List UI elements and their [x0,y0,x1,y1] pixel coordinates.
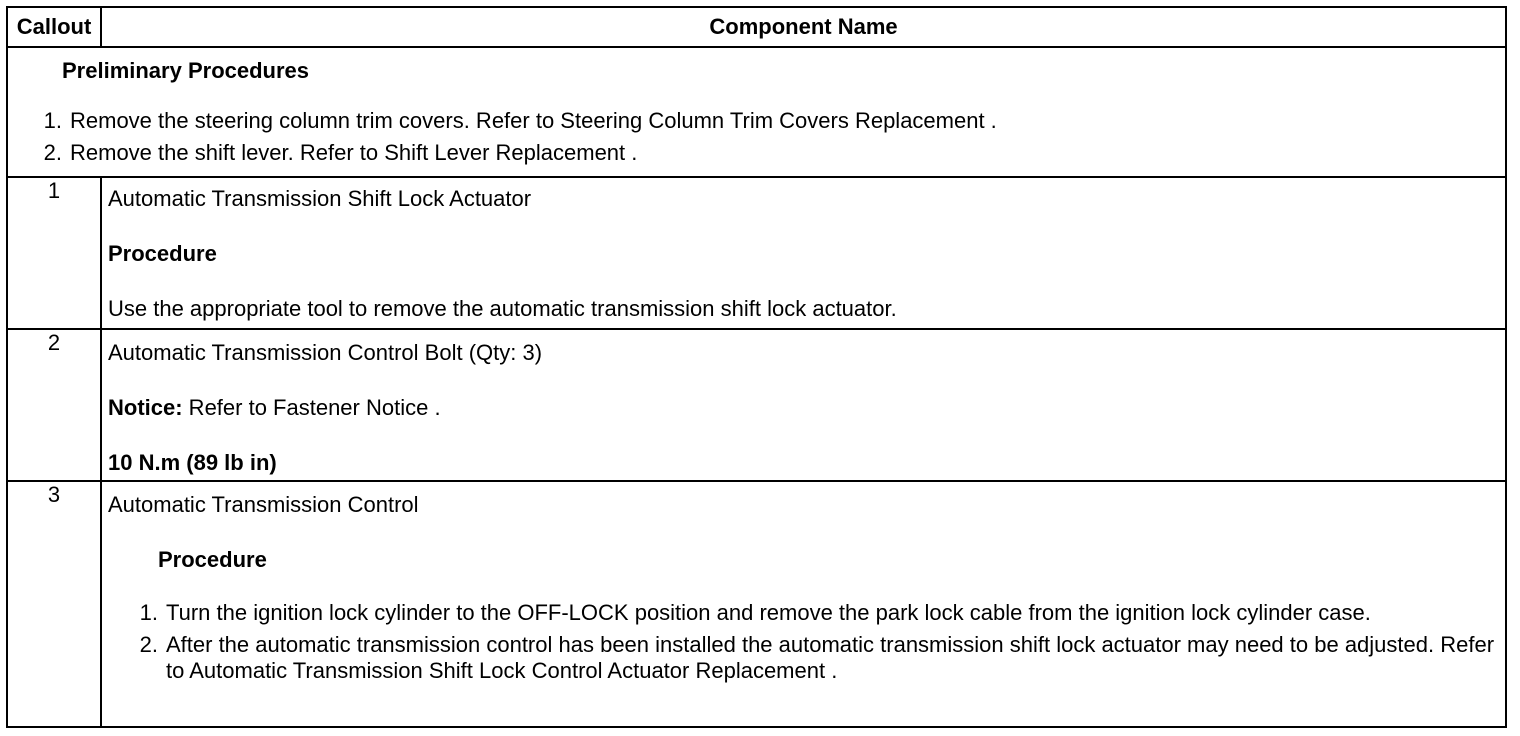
list-item [24,108,997,140]
step-number: 1. [43,108,62,133]
torque-spec: 10 N.m (89 lb in) [108,450,277,475]
component-cell [102,330,1505,480]
preliminary-procedures-block [8,48,1505,176]
procedure-text: Use the appropriate tool to remove the automatic transmission shift lock actuator. [108,296,897,321]
procedure-steps-list [116,600,1496,690]
table-row [7,177,1506,329]
procedure-label: Procedure [158,547,267,572]
callout-column-header: Callout [7,7,101,47]
table-row [7,481,1506,727]
step-number: 1. [139,600,158,625]
component-name: Automatic Transmission Shift Lock Actuator [108,186,532,211]
callout-number: 2 [7,329,101,481]
notice-line [108,395,441,421]
preliminary-procedures-title: Preliminary Procedures [62,58,310,83]
component-cell [102,482,1505,726]
notice-text: Refer to Fastener Notice . [182,395,441,420]
procedure-label: Procedure [108,241,217,266]
list-item [116,600,1496,626]
list-item [116,632,1496,684]
step-number: 2. [43,140,62,165]
preliminary-procedures-row [7,47,1506,177]
list-item [24,140,997,172]
table-header-row [7,7,1506,47]
preliminary-steps-list [24,108,997,172]
step-number: 2. [139,632,158,657]
component-table [6,6,1507,728]
callout-number: 3 [7,481,101,727]
step-text: After the automatic transmission control has been installed the automatic transmission shift lock actuator may need to be adjusted. Refer to Automatic Transmission Shift Lock Control Actuator Replacement . [166,632,1495,683]
component-name-column-header: Component Name [101,7,1506,47]
component-name: Automatic Transmission Control [108,492,419,517]
step-text: Remove the steering column trim covers. Refer to Steering Column Trim Covers Replacement . [70,108,997,133]
step-text: Remove the shift lever. Refer to Shift Lever Replacement . [70,140,638,165]
notice-label: Notice: [108,395,183,420]
callout-number: 1 [7,177,101,329]
step-text: Turn the ignition lock cylinder to the OFF-LOCK position and remove the park lock cable from the ignition lock cylinder case. [166,600,1371,625]
table-row [7,329,1506,481]
component-cell [102,178,1505,328]
component-name: Automatic Transmission Control Bolt (Qty: 3) [108,340,543,365]
